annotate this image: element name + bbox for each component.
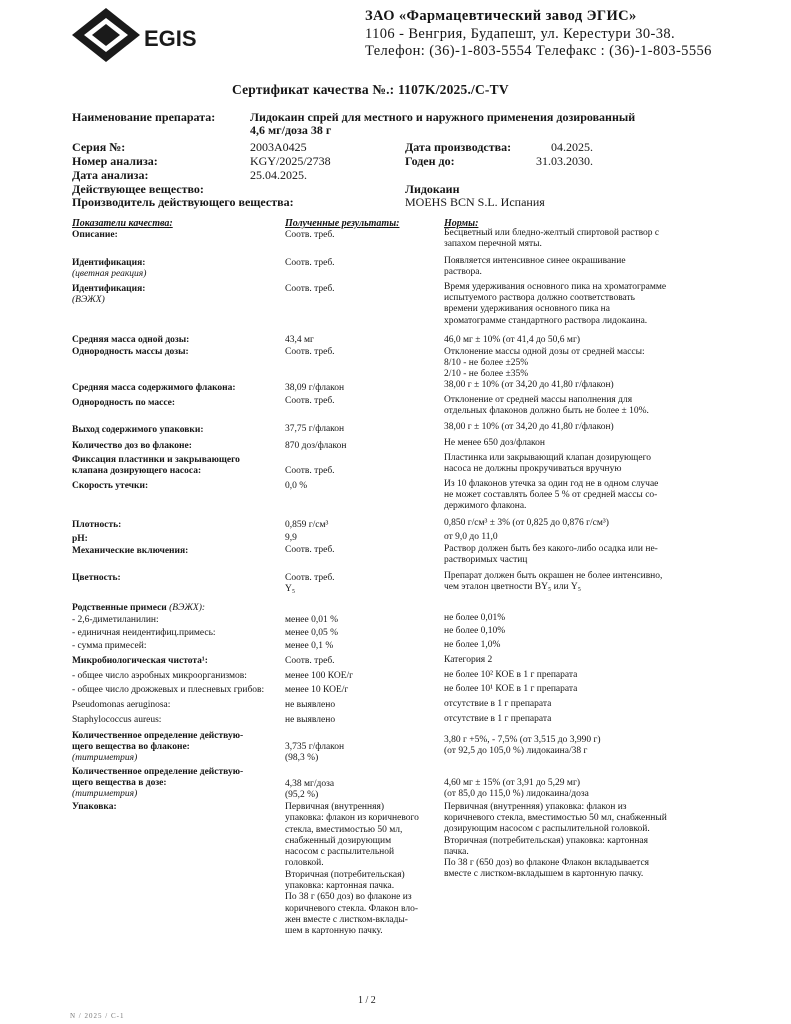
series-label: Серия №: [72, 140, 126, 154]
row-norm: не более 0,10% [444, 626, 506, 636]
row-label: Плотность: [72, 520, 122, 530]
row-norm: 0,850 г/см³ ± 3% (от 0,825 до 0,876 г/см³) [444, 518, 609, 528]
row-norm: Категория 2 [444, 655, 493, 665]
row-result: Соотв. треб. [285, 396, 335, 406]
row-result: не выявлено [285, 700, 336, 710]
row-label: Pseudomonas aeruginosa: [72, 700, 171, 710]
row-label: - общее число аэробных микроорганизмов: [72, 671, 247, 681]
row-label: Количественное определение действую- [72, 767, 244, 777]
row-result: 37,75 г/флакон [285, 424, 345, 434]
row-label-method: (титриметрия) [72, 789, 138, 799]
col-norms-header: Нормы: [444, 218, 479, 229]
row-result: Соотв. треб. [285, 466, 335, 476]
row-label: Средняя масса одной дозы: [72, 335, 190, 345]
row-norm: Отклонение от средней массы наполнения для отдельных флаконов должно быть не более ± 10%. [444, 395, 649, 417]
footer-mark: N / 2025 / C-1 [70, 1012, 125, 1020]
row-result: менее 0,1 % [285, 641, 334, 651]
row-result: Соотв. треб. [285, 284, 335, 294]
row-norm: Не менее 650 доз/флакон [444, 438, 546, 448]
product-name-label: Наименование препарата: [72, 110, 216, 124]
row-label: Средняя масса содержимого флакона: [72, 383, 236, 393]
row-norm: 46,0 мг ± 10% (от 41,4 до 50,6 мг) [444, 335, 581, 345]
row-label: Описание: [72, 230, 118, 240]
row-norm: не более 10² КОЕ в 1 г препарата [444, 670, 578, 680]
row-norm: от 9,0 до 11,0 [444, 532, 498, 542]
row-label: Цветность: [72, 573, 121, 583]
row-label: Фиксация пластинки и закрывающего [72, 455, 240, 465]
row-result: 4,38 мг/доза (95,2 %) [285, 779, 335, 801]
substance-label: Действующее вещество: [72, 182, 204, 196]
col-indicators-header: Показатели качества: [72, 218, 173, 229]
row-norm: Отклонение массы одной дозы от средней массы: 8/10 - не более ±25% 2/10 - не более ±35% [444, 347, 645, 380]
row-label: Однородность массы дозы: [72, 347, 189, 357]
row-label: Идентификация: [72, 258, 146, 268]
row-label-method: (цветная реакция) [72, 269, 147, 279]
row-norm: Бесцветный или бледно-желтый спиртовой раствор с запахом перечной мяты. [444, 228, 660, 250]
row-result: Соотв. треб. [285, 347, 335, 357]
row-result: Соотв. треб. [285, 258, 335, 268]
prod-date-value: 04.2025. [551, 140, 593, 154]
packaging-norm: Первичная (внутренняя) упаковка: флакон из коричневого стекла, вместимостью 50 мл, снабженный дозирующим насосом с распылительной головкой. Вторичная (потребительская) упаковка: картонная пачка. По 38 г (650 доз) во флаконе Флакон вкладывается вместе с листком-вкладышем в картонную пачку. [444, 802, 667, 880]
analysis-no-value: KGY/2025/2738 [250, 154, 331, 168]
row-result: 9,9 [285, 533, 297, 543]
row-result: 0,0 % [285, 481, 308, 491]
row-label: - 2,6-диметиланилин: [72, 615, 159, 625]
company-header [365, 8, 712, 61]
product-name-value-1: Лидокаин спрей для местного и наружного применения дозированный [250, 110, 636, 124]
row-result: менее 0,01 % [285, 615, 339, 625]
row-label: Количественное определение действую- [72, 731, 244, 741]
company-phone: Телефон: (36)-1-803-5554 Телефакс : (36)-1-803-5556 [365, 43, 712, 59]
egis-logo [70, 6, 200, 64]
row-norm: не более 0,01% [444, 613, 506, 623]
valid-until-label: Годен до: [405, 154, 455, 168]
row-result: не выявлено [285, 715, 336, 725]
row-label: - сумма примесей: [72, 641, 147, 651]
row-label-cont: клапана дозирующего насоса: [72, 466, 202, 476]
row-label: Количество доз во флаконе: [72, 441, 192, 451]
row-label: Скорость утечки: [72, 481, 149, 491]
packaging-result: Первичная (внутренняя) упаковка: флакон из коричневого стекла, вместимостью 50 мл, снабженный дозирующим насосом с распылительной головкой. Вторичная (потребительская) упаковка: картонная пачка. По 38 г (650 доз) во флаконе из коричневого стекла. Флакон вло- жен вместе с листком-вклады- шем в картонную пачку. [285, 802, 419, 937]
row-result: Соотв. треб. [285, 230, 335, 240]
row-result: 0,859 г/см³ [285, 520, 329, 530]
row-label: Микробиологическая чистота¹: [72, 656, 208, 666]
row-norm: 38,00 г ± 10% (от 34,20 до 41,80 г/флакон) [444, 422, 614, 432]
row-label: - единичная неидентифиц.примесь: [72, 628, 216, 638]
analysis-date-label: Дата анализа: [72, 168, 149, 182]
product-name-value-2: 4,6 мг/доза 38 г [250, 123, 332, 137]
row-label: Идентификация: [72, 284, 146, 294]
row-norm: Пластинка или закрывающий клапан дозирующего насоса не должны прокручиваться вручную [444, 453, 651, 475]
row-norm: Из 10 флаконов утечка за один год не в одном случае не может составлять более 5 % от средней массы со- держимого флакона. [444, 479, 659, 512]
row-norm: 4,60 мг ± 15% (от 3,91 до 5,29 мг) (от 85,0 до 115,0 %) лидокаина/доза [444, 778, 589, 800]
col-results-header: Полученные результаты: [285, 218, 400, 229]
row-label: Механические включения: [72, 546, 189, 556]
row-label: - общее число дрожжевых и плесневых грибов: [72, 685, 265, 695]
row-label: Однородность по массе: [72, 398, 176, 408]
series-value: 2003A0425 [250, 140, 307, 154]
row-norm: отсутствие в 1 г препарата [444, 714, 552, 724]
row-label: Упаковка: [72, 802, 117, 812]
row-result: менее 100 КОЕ/г [285, 671, 354, 681]
company-name: ЗАО «Фармацевтический завод ЭГИС» [365, 8, 637, 24]
row-label-method: (титриметрия) [72, 753, 138, 763]
row-result: 38,09 г/флакон [285, 383, 345, 393]
section-label: Родственные примеси (ВЭЖХ): [72, 603, 206, 613]
row-norm: не более 1,0% [444, 640, 501, 650]
row-norm: Время удерживания основного пика на хроматограмме испытуемого раствора должно соответствовать времени удерживания основного пика на хроматограмме стандартного раствора лидокаина. [444, 282, 667, 326]
row-norm: 38,00 г ± 10% (от 34,20 до 41,80 г/флакон) [444, 380, 614, 390]
prod-date-label: Дата производства: [405, 140, 512, 154]
row-result: Соотв. треб. [285, 545, 335, 555]
row-label-cont: щего вещества во флаконе: [72, 742, 190, 752]
row-norm: Препарат должен быть окрашен не более интенсивно, чем эталон цветности BY₅ или Y₅ [444, 571, 663, 593]
row-norm: отсутствие в 1 г препарата [444, 699, 552, 709]
row-label: Выход содержимого упаковки: [72, 425, 204, 435]
analysis-date-value: 25.04.2025. [250, 168, 307, 182]
substance-value: Лидокаин [405, 182, 460, 196]
row-result: 43,4 мг [285, 335, 314, 345]
row-result: Соотв. треб. [285, 656, 335, 666]
row-label-method: (ВЭЖХ) [72, 295, 105, 305]
row-result: менее 0,05 % [285, 628, 339, 638]
row-label-cont: щего вещества в дозе: [72, 778, 167, 788]
row-result: менее 10 КОЕ/г [285, 685, 349, 695]
row-norm: Появляется интенсивное синее окрашивание раствора. [444, 256, 626, 278]
valid-until-value: 31.03.2030. [536, 154, 593, 168]
producer-label: Производитель действующего вещества: [72, 195, 294, 209]
certificate-title: Сертификат качества №.: 1107K/2025./C-TV [232, 82, 509, 97]
company-address: 1106 - Венгрия, Будапешт, ул. Керестури 30-38. [365, 25, 676, 42]
producer-value: MOEHS BCN S.L. Испания [405, 195, 545, 209]
analysis-no-label: Номер анализа: [72, 154, 158, 168]
row-norm: не более 10¹ КОЕ в 1 г препарата [444, 684, 578, 694]
row-result: Соотв. треб. Y₅ [285, 573, 335, 595]
row-norm: 3,80 г +5%, - 7,5% (от 3,515 до 3,990 г) (от 92,5 до 105,0 %) лидокаина/38 г [444, 735, 601, 757]
page-number: 1 / 2 [358, 995, 376, 1006]
row-norm: Раствор должен быть без какого-либо осадка или не- растворимых частиц [444, 544, 658, 566]
row-label: pH: [72, 534, 88, 544]
logo-text: EGIS [144, 26, 197, 51]
row-result: 870 доз/флакон [285, 441, 347, 451]
row-result: 3,735 г/флакон (98,3 %) [285, 742, 345, 764]
row-label: Staphylococcus aureus: [72, 715, 162, 725]
